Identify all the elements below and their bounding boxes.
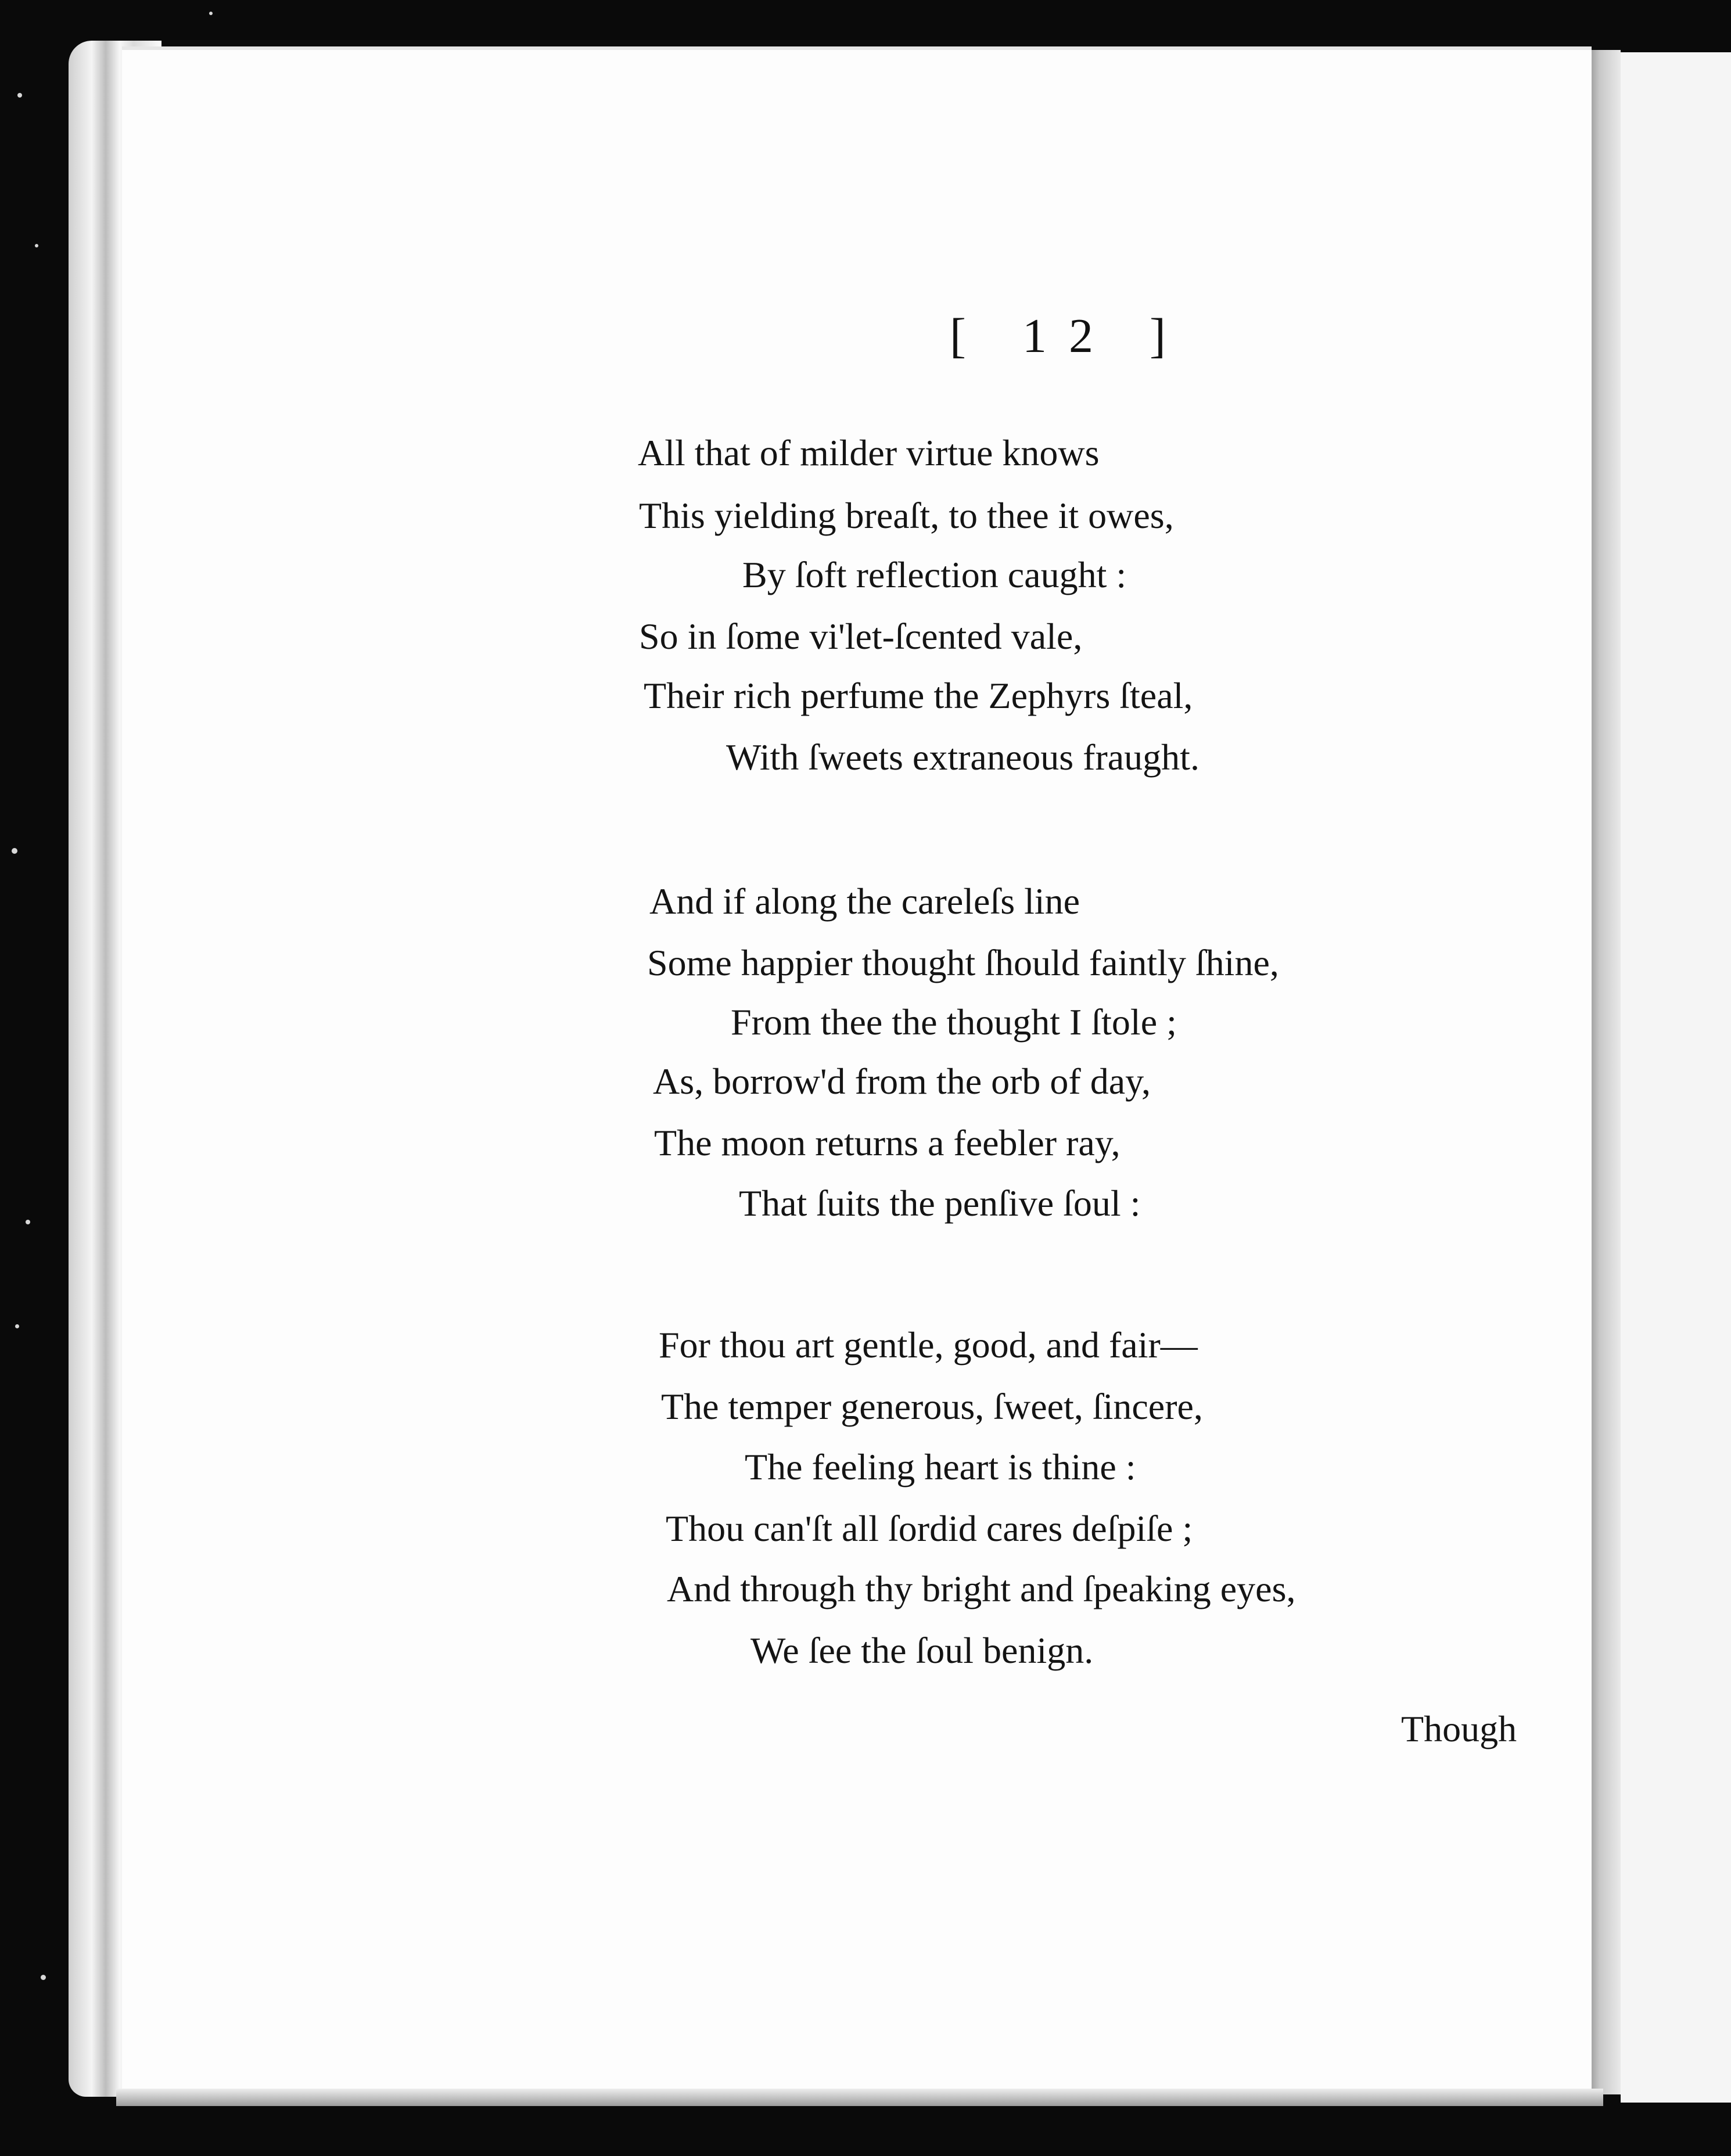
background-speck: [41, 1975, 46, 1980]
verse-line: The temper generous, ſweet, ſincere,: [661, 1386, 1203, 1427]
verse-line: That ſuits the penſive ſoul :: [739, 1183, 1141, 1224]
verse-line: From thee the thought I ſtole ;: [731, 1001, 1177, 1043]
background-speck: [26, 1220, 30, 1224]
facing-page-edge: [1621, 52, 1731, 2103]
background-speck: [35, 244, 38, 247]
verse-line: The feeling heart is thine :: [745, 1446, 1136, 1487]
verse-line: We ſee the ſoul benign.: [750, 1630, 1094, 1671]
verse-line: The moon returns a feebler ray,: [654, 1122, 1121, 1163]
verse-line: So in ſome vi'let-ſcented vale,: [639, 616, 1083, 657]
page-number: [ 12 ]: [950, 309, 1188, 363]
verse-line: Some happier thought ſhould faintly ſhine,: [647, 942, 1279, 983]
verse-line: And through thy bright and ſpeaking eyes,: [667, 1568, 1296, 1609]
verse-line: As, borrow'd from the orb of day,: [653, 1061, 1151, 1102]
background-speck: [15, 1324, 19, 1328]
verse-line: Thou can'ſt all ſordid cares deſpiſe ;: [666, 1508, 1193, 1549]
background-speck: [12, 848, 17, 854]
verse-line: All that of milder virtue knows: [638, 432, 1100, 473]
verse-line: Their rich perfume the Zephyrs ſteal,: [644, 675, 1193, 716]
verse-line: And if along the careleſs line: [649, 881, 1080, 922]
verse-line: For thou art gentle, good, and fair—: [659, 1324, 1198, 1366]
background-speck: [17, 93, 22, 98]
background-speck: [209, 12, 213, 15]
verse-line: By ſoft reflection caught :: [742, 554, 1127, 595]
catchword: Though: [1401, 1708, 1517, 1749]
verse-line: With ſweets extraneous fraught.: [726, 736, 1200, 778]
verse-line: This yielding breaſt, to thee it owes,: [639, 495, 1174, 536]
page-bottom-edge: [116, 2089, 1603, 2106]
